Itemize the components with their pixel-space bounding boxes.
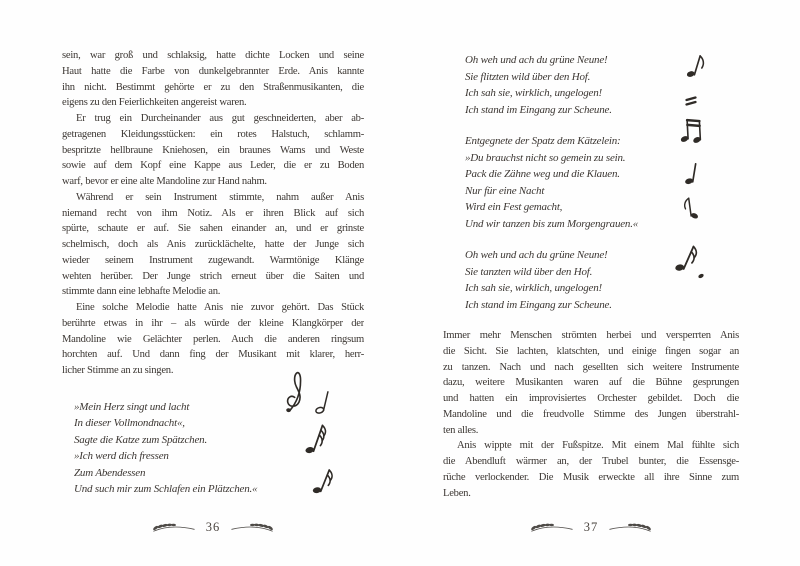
text-line: ten alles. — [443, 424, 479, 436]
paragraph — [62, 48, 364, 111]
text-line: Leben. — [443, 487, 471, 499]
text-line: Er trug ein Durcheinander aus gut geschneiderten, aber ab- — [76, 113, 364, 124]
text-line: Anis wippte mit der Fußspitze. Mit einem Mal fühlte sich — [457, 440, 739, 452]
text-line: »Ich werd dich fressen — [74, 450, 169, 463]
text-line: bespritzte hellbraune Kniehosen, ein braunes Wams und Weste — [62, 144, 364, 156]
text-line: Eine solche Melodie hatte Anis nie zuvor gehört. Das Stück — [76, 302, 364, 313]
text-line: Oh weh und ach du grüne Neune! — [465, 54, 608, 66]
text-line: Nur für eine Nacht — [465, 184, 545, 197]
left-page-prose — [62, 48, 364, 379]
beamed-eighth-notes-icon — [677, 113, 705, 144]
page-number: 37 — [583, 519, 599, 534]
text-line: Entgegnete der Spatz dem Kätzelein: — [465, 135, 621, 147]
text-line: die Sicht. Sie lachten, klatschten, und einige fingen sogar an — [443, 345, 739, 357]
text-line: wieder seinem Instrument zugewandt. Warmtönige Klänge — [62, 254, 364, 266]
text-line: dazu, weitere Musikanten waren auf die Bühne gesprungen — [443, 377, 739, 389]
staccato-dot-icon — [696, 272, 706, 280]
text-line: licher Stimme an zu singen. — [62, 365, 174, 376]
paragraph — [62, 111, 364, 190]
text-line: berührte etwas in ihr – als würde der kleine Klangkörper der — [62, 317, 364, 329]
text-line: warf, bevor er eine alte Mandoline zur Hand nahm. — [62, 176, 267, 187]
right-page-footer — [443, 517, 739, 537]
laurel-sprig-icon — [607, 520, 653, 535]
text-line: Sie flitzten wild über den Hof. — [465, 70, 591, 83]
left-page-footer — [62, 517, 364, 537]
paragraph — [62, 190, 364, 300]
text-line: die Abendluft wärmer an, der Trubel bunter, die Essensge- — [443, 456, 739, 467]
text-line: In dieser Vollmondnacht«, — [74, 417, 185, 430]
text-line: ihn nicht. Bestimmt gehörte er zu den Straßenmusikanten, die — [62, 81, 364, 93]
text-line: niemand recht von ihm Notiz. Als er ihren Blick auf sich — [62, 207, 364, 219]
right-page-prose — [443, 328, 739, 501]
text-line: sein, war groß und schlaksig, hatte dichte Locken und seine — [62, 50, 364, 61]
text-line: horchten auf. Und dann fing der Musikant mit klarer, herr- — [62, 349, 364, 361]
page-number: 36 — [205, 519, 221, 534]
half-note-icon — [314, 387, 332, 416]
text-line: Mandoline wie Gelächter perlen. Auch die anderen ringsum — [62, 333, 364, 345]
text-line: Während er sein Instrument stimmte, nahm außer Anis — [76, 191, 364, 203]
quarter-note-icon — [683, 161, 699, 187]
text-line: Haut hatte die Farbe von dunkelgebrannter Erde. Anis kannte — [62, 65, 364, 77]
text-line: Zum Abendessen — [74, 466, 146, 479]
text-line: »Du brauchst nicht so gemein zu sein. — [465, 151, 626, 164]
paragraph — [443, 438, 739, 501]
text-line: spürte, schaute er auf. Sie sahen einander an, und er grinste — [62, 223, 364, 235]
text-line: schelmisch, doch als Anis zurücklächelte, hatte der Junge sich — [62, 239, 364, 250]
text-line: Ich stand im Eingang zur Scheune. — [465, 298, 612, 311]
text-line: eigens zu den Feierlichkeiten angereist waren. — [62, 97, 247, 109]
text-line: Ich stand im Eingang zur Scheune. — [465, 103, 612, 116]
text-line: Immer mehr Menschen strömten herbei und versperrten Anis — [443, 330, 739, 341]
text-line: Wird ein Fest gemacht, — [465, 201, 563, 213]
text-line: Sagte die Katze zum Spätzchen. — [74, 433, 208, 446]
laurel-sprig-icon — [151, 520, 197, 535]
text-line: Sie tanzten wild über den Hof. — [465, 265, 593, 278]
text-line: Und such mir zum Schlafen ein Plätzchen.« — [74, 483, 258, 496]
text-line: stimmte dann eine lebhafte Melodie an. — [62, 286, 221, 298]
text-line: Und wir tanzen bis zum Morgengrauen.« — [465, 217, 639, 230]
treble-clef-icon — [276, 364, 312, 417]
text-line: rüche verlockender. Die Musik erweckte all ihre Sinne zum — [443, 471, 739, 483]
text-line: Oh weh und ach du grüne Neune! — [465, 249, 608, 261]
beam-mark-icon — [684, 95, 698, 107]
text-line: sowie auf dem Kopf eine Kappe aus Leder, die er zu Boden — [62, 160, 364, 172]
text-line: wehten herüber. Der Junge strich erneut über die Saiten und — [62, 270, 364, 282]
eighth-note-icon — [685, 51, 706, 79]
mirrored-eighth-note-icon — [682, 194, 701, 220]
text-line: Ich sah sie, wirklich, ungelogen! — [465, 87, 602, 99]
paragraph — [62, 300, 364, 379]
text-line: zu tanzen. Nach und nach gesellten sich weitere Instrumente — [443, 361, 739, 373]
text-line: getragenen Kleidungsstücken: ein rotes Halstuch, schlamm- — [62, 128, 364, 140]
text-line: und hatten ein improvisiertes Orchester gebildet. Doch die — [443, 393, 739, 404]
laurel-sprig-icon — [229, 520, 275, 535]
laurel-sprig-icon — [529, 520, 575, 535]
text-line: Pack die Zähne weg und die Klauen. — [465, 168, 620, 180]
text-line: Ich sah sie, wirklich, ungelogen! — [465, 282, 602, 294]
paragraph — [443, 328, 739, 438]
text-line: Mandoline und die freudvolle Stimme des Jungen überstrahl- — [443, 408, 739, 420]
text-line: »Mein Herz singt und lacht — [74, 400, 190, 413]
